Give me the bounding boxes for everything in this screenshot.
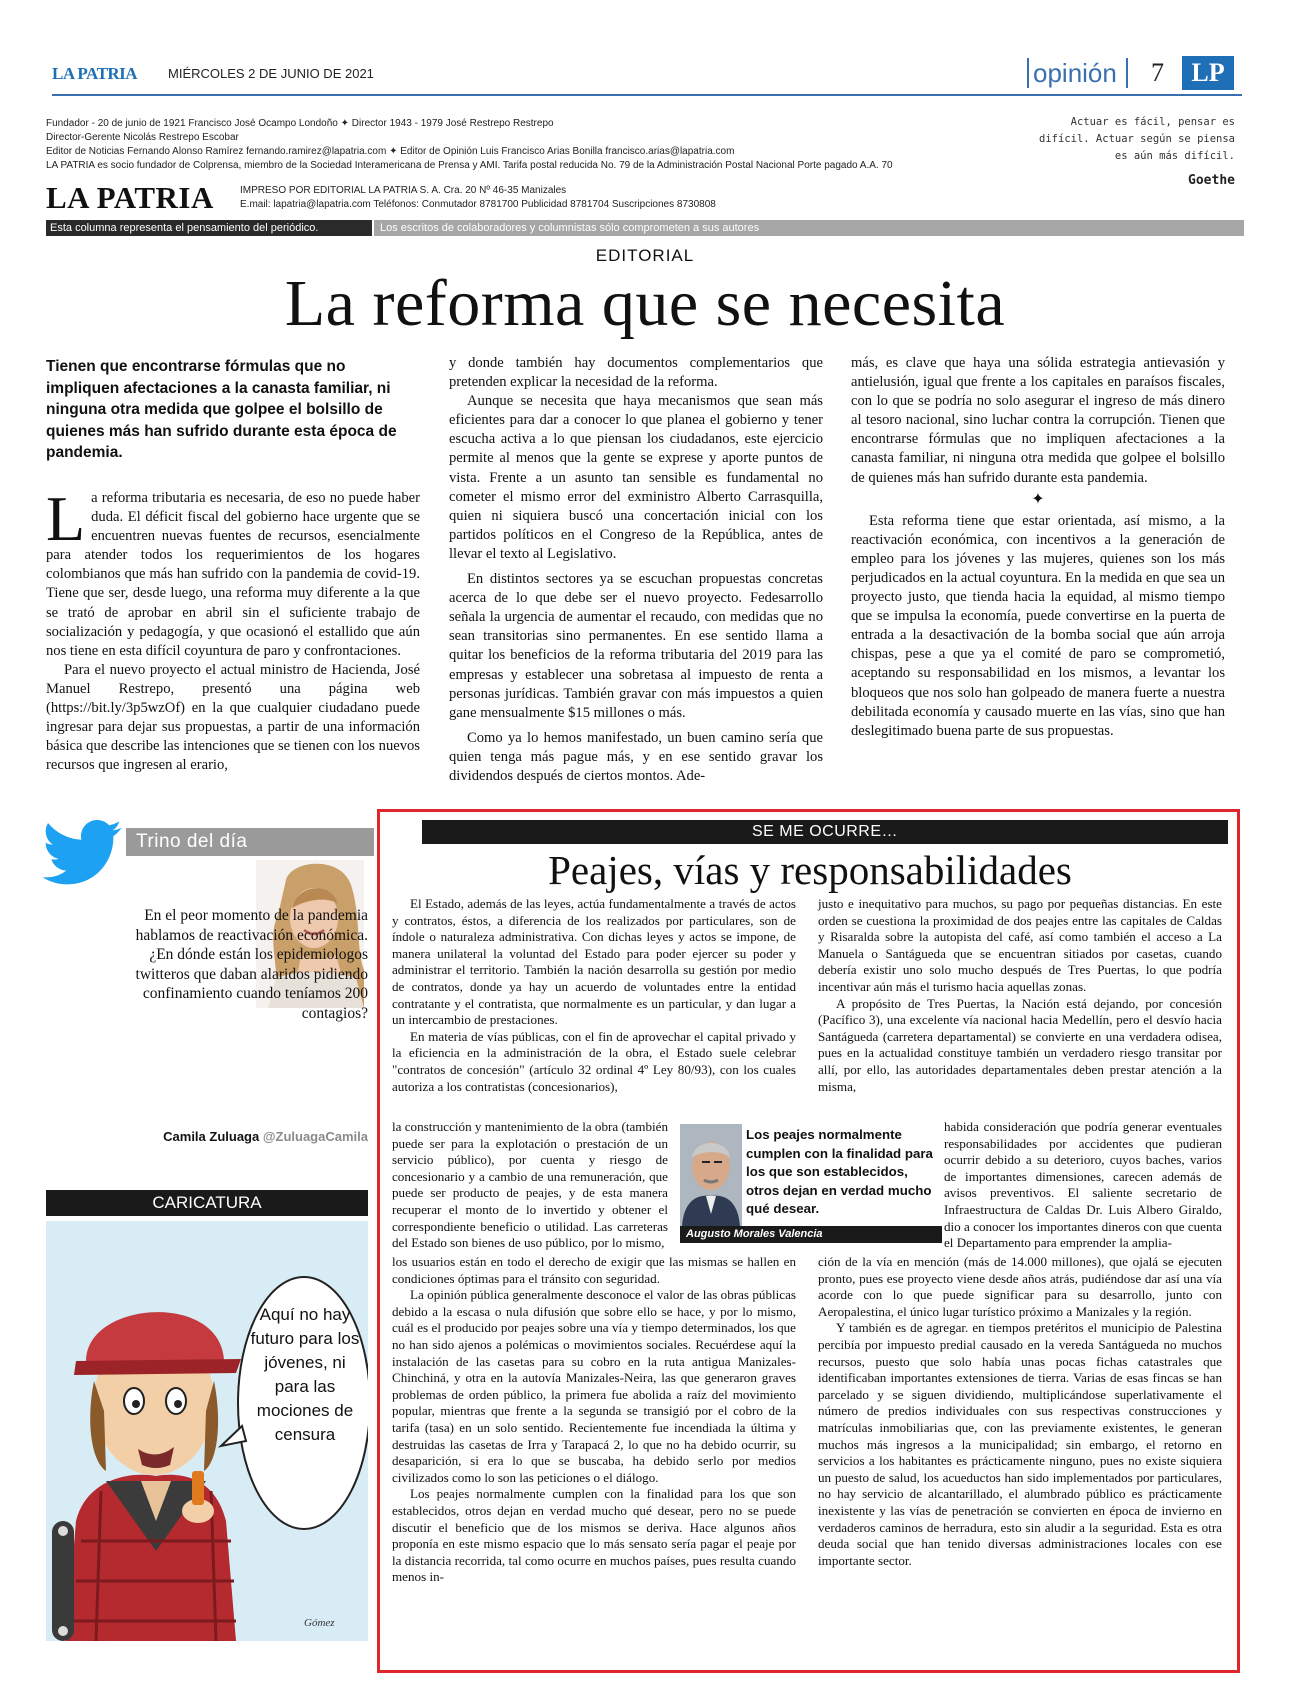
editorial-column-3 — [851, 354, 1225, 741]
column-body-1-wrap: la construcción y mantenimiento de la obra (también puede ser para la explotación o prestación de un servicio público), por cuenta y riesgo de concesionario y a cambio de una remuneración, que puede ser producto de peajes, y de esta manera recuperar el monto de lo invertido y obtener el correspondiente beneficio o utilidad. Las carreteras del Estado son bienes de uso público, por lo mismo, — [392, 1119, 668, 1251]
masthead-brand: LA PATRIA — [52, 64, 138, 83]
printed-line1: IMPRESO POR EDITORIAL LA PATRIA S. A. Cra. 20 Nº 46-35 Manizales — [240, 185, 567, 196]
column-body-2 — [818, 896, 1222, 1095]
trino-header: Trino del día — [126, 828, 374, 856]
column-paragraph: los usuarios están en todo el derecho de exigir que las mismas se hallen en condiciones óptimas para el tránsito con seguridad. — [392, 1254, 796, 1286]
separator-star: ✦ — [1031, 490, 1045, 508]
column-paragraph: A propósito de Tres Puertas, la Nación está dejando, por concesión (Pacífico 3), una excelente vía nacional hacia Medellín, pero el desvío hacia Santágueda (carretera departamental) se convierte en una verdadera odisea, pues en la actualidad constituye también un verdadero riesgo transitar por allí, por ello, las autoridades departamentales deben prestar atención a la misma, — [818, 995, 1222, 1094]
disclaimer-left: Esta columna representa el pensamiento del periódico. — [46, 220, 372, 236]
author-photo — [680, 1124, 742, 1226]
column-pullquote: Los peajes normalmente cumplen con la finalidad para los que son establecidos, otros dejan en verdad mucho qué desear. — [746, 1127, 933, 1216]
cartoon-signature: Gómez — [304, 1617, 335, 1629]
dropcap: L — [46, 483, 86, 554]
masthead-rule — [52, 94, 1242, 96]
cartoon-speech-bubble: Aquí no hay futuro para los jóvenes, ni para las mociones de censura — [250, 1305, 360, 1444]
cartoon — [46, 1221, 368, 1641]
trino-byline — [120, 1129, 368, 1144]
editorial-paragraph: Esta reforma tiene que estar orientada, así mismo, a la reactivación económica, con incentivos a la generación de empleo para los jóvenes y las mujeres, quienes son los más perjudicados en la actual coyuntura. En la medida en que sea un proyecto justo, que tienda hacia la equidad, al mismo tiempo que se impulsa la economía, puede convertirse en la puerta de entrada a la desactivación de la bomba social que aún arroja chispas, pese a que ya el comité de paro se comprometió, aceptando su responsabilidad en los mismos, a levantar los bloqueos que nos solo han golpeado de manera fuerte a nuestra debilitada economía y causado muerte en las vías, sino que han deslegitimado buena parte de sus propuestas. — [851, 512, 1225, 739]
disclaimer-bar — [46, 220, 1242, 236]
column-title: Peajes, vías y responsabilidades — [548, 847, 1072, 893]
column-paragraph: justo e inequitativo para muchos, su pago por pequeñas distancias. En este orden se cuestiona la proximidad de dos peajes entre las capitales de Caldas y Risaralda sobre la autopista del café, así como también el acceso a La Manuela o Santágueda que se encuentran sitiados por casetas, cuando debería existir uno solo mucho después de Tres Puertas, lo que podría incentivar aún más el turismo hacia aquellas zonas. — [818, 896, 1222, 994]
quote-block — [1035, 114, 1235, 188]
column-body-2-wrap: habida consideración que podría generar eventuales responsabilidades por accidentes que pudieran ocurrir debido a su deterioro, cuyos baches, varios de importantes dimensiones, carecen además de avisos preventivos. El saliente secretario de Infraestructura de Caldas Dr. Luis Albero Giraldo, dio a conocer los importantes dineros con que cuenta el Departamento para emprender la amplia- — [944, 1119, 1222, 1251]
column-author: Augusto Morales Valencia — [680, 1226, 942, 1243]
credits-founder: Fundador - 20 de junio de 1921 Francisco José Ocampo Londoño ✦ Director 1943 - 1979 José Restrepo Restrepo — [46, 118, 554, 129]
editorial-column-1 — [46, 483, 420, 775]
editorial-title: La reforma que se necesita — [284, 267, 1006, 340]
credits-legal: LA PATRIA es socio fundador de Colprensa, miembro de la Sociedad Interamericana de Prensa y AMI. Tarifa postal reducida No. 79 de la Administración Postal Nacional Porte pagado A.A. 70 — [46, 160, 893, 171]
column-paragraph: La opinión pública generalmente desconoce el valor de las obras públicas debido a la escasa o nula difusión que sobre ello se hace, y por lo mismo, cuál es el producido por peajes sobre una vía y tiempo determinados, los que no han sido ajenos a polémicas o movimientos sociales. Recuérdese aquí la instalación de las casetas para su cobro en la ruta antigua Manizales- Chinchiná, y otra en la autovía Manizales-Neira, las que generaron graves problemas de orden público, la primera fue abolida a raíz del movimiento popular, mientras que frente a la segunda se transigió por el cobro de la tarifa (tasa) en un solo sentido. Recientemente fue incendiada la última y destruidas las casetas de Irra y Tarapacá 2, lo que no ha debido ocurrir, su desaparición, si era lo que se buscaba, ha debido serlo por medios civilizados como lo son las peticiones o el diálogo. — [392, 1287, 796, 1485]
section-label: opinión — [1033, 58, 1117, 88]
printed-info — [240, 184, 880, 212]
column-body-1 — [392, 896, 796, 1095]
quote-text: Actuar es fácil, pensar es difícil. Actuar según se piensa es aún más difícil. — [1039, 116, 1235, 162]
credits-logo: LA PATRIA — [46, 180, 214, 215]
editorial-kicker: EDITORIAL — [595, 246, 695, 265]
column-paragraph: El Estado, además de las leyes, actúa fundamentalmente a través de actos y contratos, éstos, a diferencia de los realizados por particulares, son de índole o naturaleza administrativa. Con dichas leyes y actos se impone, de manera unilateral la voluntad del Estado para poder ejercer su poder y administrar el territorio. También la nación desarrolla su gestión por medio de contratos, donde ya hay un acuerdo de voluntades entre la entidad contratante y el contratista, que normalmente es un particular, y dan lugar a un intercambio de prestaciones. — [392, 896, 796, 1028]
column-paragraph: En materia de vías públicas, con el fin de aprovechar el capital privado y la eficiencia en la administración de la obra, el Estado suele celebrar "contratos de concesión" (artículo 32 ordinal 4º Ley 80/93), con los cuales autoriza a los contratistas (concesionarios), — [392, 1028, 796, 1094]
section-divider-right — [1126, 58, 1128, 88]
quote-author: Goethe — [1188, 173, 1235, 188]
editorial-paragraph: más, es clave que haya una sólida estrategia antievasión y antielusión, igual que frente a los capitales en paraísos fiscales, con lo que se podría no solo asegurar el ingreso de más dinero al tesoro nacional, sino luchar contra la corrupción. Tienen que encontrarse fórmulas que no impliquen afectaciones a la canasta familiar, ni ninguna otra medida que golpee el bolsillo de quienes más han sufrido durante esta pandemia. — [851, 355, 1225, 486]
editorial-paragraph: Como ya lo hemos manifestado, un buen camino sería que quien tenga más pague más, y en ese sentido gravar los dividendos después de ciertos montos. Ade- — [449, 729, 823, 784]
column-body-2-bottom — [818, 1254, 1222, 1569]
printed-line2: E.mail: lapatria@lapatria.com Teléfonos: Conmutador 8781700 Publicidad 8781704 Suscripciones 8730808 — [240, 199, 716, 210]
trino-author: Camila Zuluaga — [163, 1129, 260, 1144]
column-paragraph: ción de la vía en mención (más de 14.000 millones), que ojalá se ejecuten pronto, pues ese proyecto viene desde años atrás, pudiéndose dar así una vía acorde con lo que puede significar para su desarrollo, junto con Aeropalestina, el único lugar turístico próximo a Manizales y la región. — [818, 1254, 1222, 1319]
editorial-lead: Tienen que encontrarse fórmulas que no impliquen afectaciones a la canasta familiar, ni ninguna otra medida que golpee el bolsillo de quienes más han sufrido durante esta época de pandemia. — [46, 358, 397, 461]
editorial-paragraph: y donde también hay documentos complementarios que pretenden explicar la necesidad de la reforma. — [449, 355, 823, 391]
editorial-paragraph: En distintos sectores ya se escuchan propuestas concretas acerca de lo que debe ser el nuevo proyecto. Fedesarrollo señala la urgencia de aumentar el recaudo, con medidas que no sean transitorias sino permanentes. En ese sentido llama a quitar los beneficios de la reforma tributaria del 2019 para las empresas y establecer una sobretasa al impuesto de renta a personas jurídicas. También gravar con más impuestos a quien gane mensualmente $15 millones o más. — [449, 571, 823, 721]
column-paragraph: Y también es de agregar. en tiempos pretéritos el municipio de Palestina percibía por impuesto predial causado en la vereda Santágueda no muchos recursos, puesto que solo había unas pocas fichas catastrales que identificaban importantes extensiones de tierra. Varias de esas fincas se han parcelado y se siguen dividiendo, multiplicándose superlativamente el número de predios individuales con sus respectivas construcciones y matrículas inmobiliarias que, con las previamente existentes, le generan muchos más ingresos a la municipalidad; sin embargo, el retorno en servicios a los habitantes es prácticamente ninguno, pues no existe siquiera un puesto de salud, los acueductos han sido implementados por particulares, no hay servicio de alcantarillado, el alumbrado público es prácticamente inexistente y las vías de penetración se convierten en época de invierno en verdaderos caminos de herradura, esto sin aludir a la seguridad. Esta es otra deuda social que han tenido diversas administraciones locales con ese importante sector. — [818, 1320, 1222, 1568]
disclaimer-right: Los escritos de colaboradores y columnistas sólo comprometen a sus autores — [374, 220, 1244, 236]
editorial-paragraph: Para el nuevo proyecto el actual ministro de Hacienda, José Manuel Restrepo, presentó una página web (https://bit.ly/3p5wzOf) en la que cualquier ciudadano puede ingresar para dejar sus propuestas, a partir de una información básica que describe las intenciones que se tienen con los nuevos recursos que ingresen al erario, — [46, 661, 420, 774]
editorial-paragraph: Aunque se necesita que haya mecanismos que sean más eficientes para dar a conocer lo que planea el gobierno y tener escucha activa a lo que piensan los ciudadanos, este ejercicio permite al menos que la gente se exprese y aporte puntos de vista. Frente a un asunto tan sensible es fundamental no cometer el mismo error del exministro Alberto Carrasquilla, quien ni siquiera buscó una concertación inicial con los partidos políticos en el Congreso de la República, antes de llevar el texto al Legislativo. — [449, 393, 823, 562]
page-number: 7 — [1151, 58, 1164, 87]
section-divider-left — [1027, 58, 1029, 88]
twitter-bird-icon — [42, 820, 122, 886]
column-paragraph: Los peajes normalmente cumplen con la finalidad para los que son establecidos, otros dejan en verdad mucho qué desear, pero no se puede discutir el beneficio que de los mismos se deriva. Hace algunos años proponía en este mismo espacio que lo más sensato sería pagar el peaje por la distancia recorrida, tal como ocurre en muchos países, pues resulta cuando menos in- — [392, 1486, 796, 1585]
credits-editors: Editor de Noticias Fernando Alonso Ramírez fernando.ramirez@lapatria.com ✦ Editor de Opinión Luis Francisco Arias Bonilla francisco.arias@lapatria.com — [46, 146, 735, 157]
column-kicker: SE ME OCURRE… — [422, 820, 1228, 844]
editorial-column-2 — [449, 354, 823, 786]
credits-director: Director-Gerente Nicolás Restrepo Escobar — [46, 132, 239, 143]
editorial-paragraph: a reforma tributaria es necesaria, de eso no puede haber duda. El déficit fiscal del gobierno hace urgente que se encuentren nuevas fuentes de recursos, esencialmente para atender todos los requerimientos de los hogares colombianos que más han sufrido con la pandemia de covid-19. Tiene que ser, desde luego, una reforma muy diferente a la que se trató de aprobar en abril sin el suficiente trabajo de socialización y pedagogía, y que ocasionó el estallido que aún nos tiene en esta difícil coyuntura de paro y confrontaciones. — [46, 490, 420, 659]
masthead-date: MIÉRCOLES 2 DE JUNIO DE 2021 — [168, 66, 374, 81]
trino-handle[interactable]: @ZuluagaCamila — [262, 1129, 368, 1144]
lp-logo: LP — [1182, 56, 1234, 90]
masthead — [52, 58, 1242, 92]
trino-text: En el peor momento de la pandemia hablamos de reactivación económica. ¿En dónde están los epidemiologos twitteros que daban alaridos pidiendo confinamiento cuando teníamos 200 contagios? — [135, 907, 368, 1022]
caricatura-header: CARICATURA — [46, 1190, 368, 1216]
credits-block — [46, 117, 1006, 173]
column-body-1-bottom — [392, 1254, 796, 1586]
